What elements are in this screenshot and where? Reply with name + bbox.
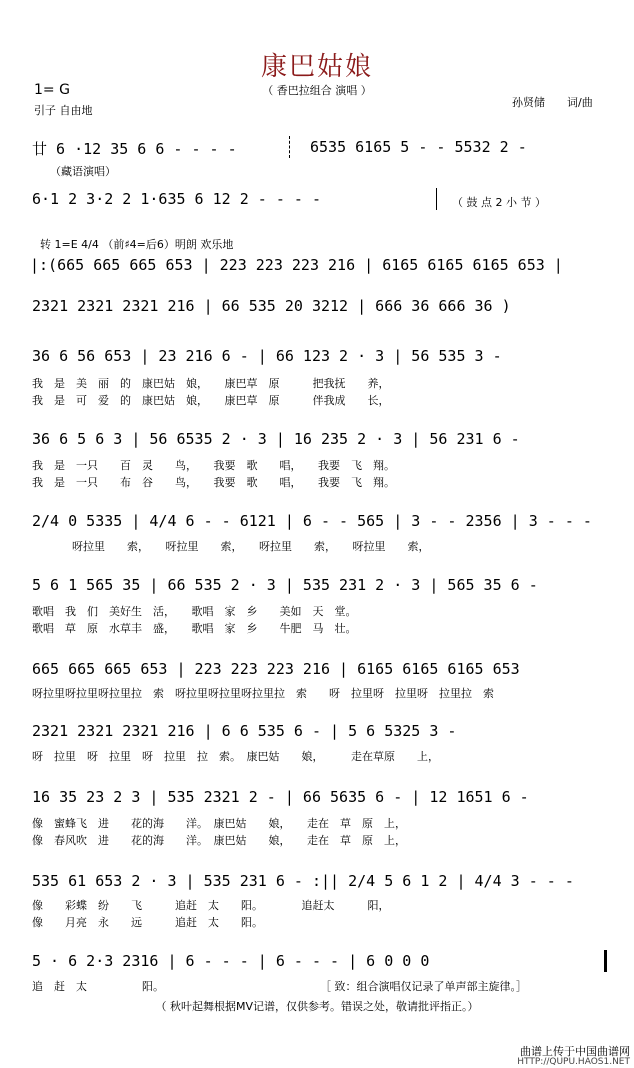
score-line-1b: 6535 6165 5 - - 5532 2 - <box>310 138 527 156</box>
lyrics-6-verse-1: 我 是 美 丽 的 康巴姑 娘， 康巴草 原 把我抚 养， <box>32 377 390 390</box>
score-line-4: |:(665 665 665 653 | 223 223 223 216 | 6165 6165 6165 653 | <box>30 256 563 274</box>
final-barline <box>604 950 607 972</box>
score-line-13: 535 61 653 2 · 3 | 535 231 6 - :|| 2/4 5 6 1 2 | 4/4 3 - - - <box>32 872 574 890</box>
lyrics-9-verse-1: 歌唱 我 们 美好生 活， 歌唱 家 乡 美如 天 堂。 <box>32 605 357 618</box>
modulation-marking: 转 1=E 4/4 （前♯4=后6）明朗 欢乐地 <box>40 238 234 251</box>
score-line-14: 5 · 6 2·3 2316 | 6 - - - | 6 - - - | 6 0 0 0 <box>32 952 430 970</box>
lyrics-11: 呀 拉里 呀 拉里 呀 拉里 拉 索。 康巴姑 娘， 走在草原 上， <box>32 750 439 763</box>
lyrics-8: 呀拉里 索， 呀拉里 索， 呀拉里 索， 呀拉里 索， <box>72 540 430 553</box>
lyrics-7-verse-2: 我 是 一只 布 谷 鸟， 我要 歌 唱， 我要 飞 翔。 <box>32 476 395 489</box>
score-line-1-note: （藏语演唱） <box>50 165 116 178</box>
watermark <box>517 1046 630 1068</box>
key-signature: 1= G <box>34 82 70 98</box>
score-line-5: 2321 2321 2321 216 | 66 535 20 3212 | 666 36 666 36 ) <box>32 297 511 315</box>
lyrics-12-verse-2: 像 春风吹 进 花的海 洋。 康巴姑 娘， 走在 草 原 上， <box>32 834 406 847</box>
lyrics-14: 追 赶 太 阳。 <box>32 980 164 993</box>
footer-disclaimer: （ 秋叶起舞根据MV记谱，仅供参考。错误之处，敬请批评指正。） <box>155 1000 479 1013</box>
drum-beat-note: （ 鼓 点 2 小 节 ） <box>452 196 546 209</box>
lyrics-6-verse-2: 我 是 可 爱 的 康巴姑 娘， 康巴草 原 伴我成 长， <box>32 394 390 407</box>
score-line-11: 2321 2321 2321 216 | 6 6 535 6 - | 5 6 5325 3 - <box>32 722 457 740</box>
intro-tempo: 引子 自由地 <box>34 104 93 117</box>
lyrics-12-verse-1: 像 蜜蜂飞 进 花的海 洋。 康巴姑 娘， 走在 草 原 上， <box>32 817 406 830</box>
lyrics-7-verse-1: 我 是 一只 百 灵 鸟， 我要 歌 唱， 我要 飞 翔。 <box>32 459 395 472</box>
lyrics-13-verse-1: 像 彩蝶 纷 飞 追赶 太 阳。 追赶太 阳， <box>32 899 390 912</box>
score-line-8: 2/4 0 5335 | 4/4 6 - - 6121 | 6 - - 565 | 3 - - 2356 | 3 - - - <box>32 512 592 530</box>
score-line-2: 6·1 2 3·2 2 1·635 6 12 2 - - - - <box>32 190 321 208</box>
page-title: 康巴姑娘 <box>260 52 373 82</box>
score-line-6: 36 6 56 653 | 23 216 6 - | 66 123 2 · 3 | 56 535 3 - <box>32 347 502 365</box>
lyrics-13-verse-2: 像 月亮 永 远 追赶 太 阳。 <box>32 916 263 929</box>
author-credit: 孙贤储 词/曲 <box>512 96 593 109</box>
lyrics-10: 呀拉里呀拉里呀拉里拉 索 呀拉里呀拉里呀拉里拉 索 呀 拉里呀 拉里呀 拉里拉 索 <box>32 687 494 700</box>
score-line-12: 16 35 23 2 3 | 535 2321 2 - | 66 5635 6 - | 12 1651 6 - <box>32 788 529 806</box>
transcription-note: ［ 致：组合演唱仅记录了单声部主旋律。］ <box>320 980 527 993</box>
score-line-1a: 廿 6 ·12 35 6 6 - - - - <box>32 140 237 158</box>
score-line-9: 5 6 1 565 35 | 66 535 2 · 3 | 535 231 2 · 3 | 565 35 6 - <box>32 576 538 594</box>
lyrics-9-verse-2: 歌唱 草 原 水草丰 盛， 歌唱 家 乡 牛肥 马 壮。 <box>32 622 357 635</box>
score-line-7: 36 6 5 6 3 | 56 6535 2 · 3 | 16 235 2 · 3 | 56 231 6 - <box>32 430 520 448</box>
performer-credit: （ 香巴拉组合 演唱 ） <box>262 84 372 97</box>
watermark-text: 曲谱上传于中国曲谱网 <box>520 1045 630 1058</box>
watermark-url: HTTP://QUPU.HAOS1.NET <box>517 1057 630 1067</box>
barline <box>436 188 437 210</box>
dashed-barline <box>289 136 290 158</box>
score-line-10: 665 665 665 653 | 223 223 223 216 | 6165 6165 6165 653 <box>32 660 520 678</box>
